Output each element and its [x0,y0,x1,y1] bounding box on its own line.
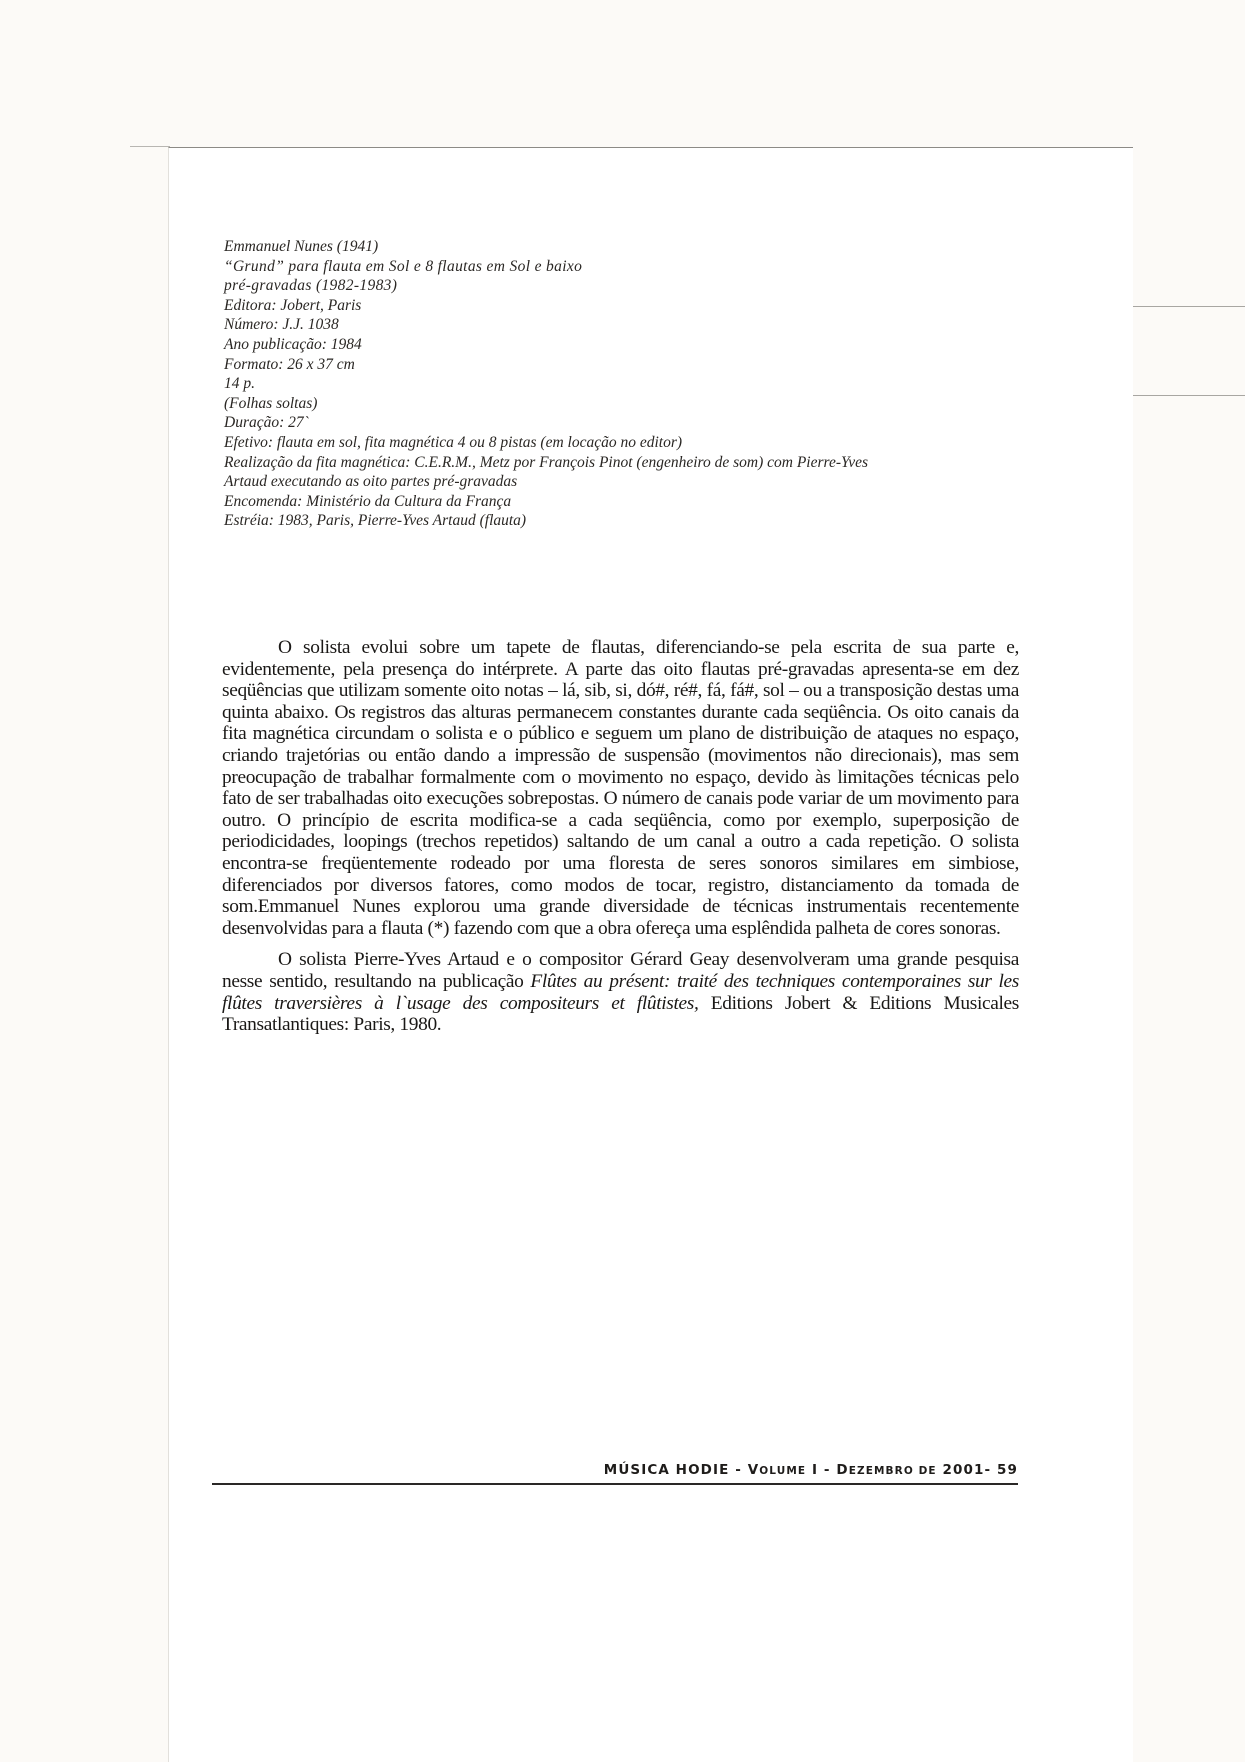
paragraph-reference [222,949,1019,1035]
footer-rule [212,1483,1018,1485]
footer-volume-initial: V [747,1462,760,1478]
footer-date-initial: D [836,1462,849,1478]
entry-tape-realization-cont: Artaud executando as oito partes pré-gravadas [224,473,518,491]
entry-title: “Grund” para flauta em Sol e 8 flautas em Sol e baixo [224,257,583,275]
scan-edge-rule [130,146,170,147]
entry-duration: Duração: 27` [224,414,309,432]
entry-publication-year: Ano publicação: 1984 [224,335,362,353]
reference-intro: O solista Pierre-Yves Artaud e o compositor Gérard Geay desenvolveram uma grande pesquisa nesse sentido, resultando na publicação [222,949,1019,992]
footer-separator: - [984,1462,997,1478]
page-number: 59 [997,1462,1018,1478]
entry-binding: (Folhas soltas) [224,394,318,412]
entry-composer: Emmanuel Nunes (1941) [224,238,379,255]
footer-volume-number: I [806,1462,819,1478]
entry-pages: 14 p. [224,375,255,393]
reference-book-title: Flûtes au présent: traité des techniques contemporaines sur les flûtes traversières à l`usage des compositeurs et flûtistes, [222,970,1020,1014]
catalogue-entry [224,237,1024,531]
footer-date-label: EZEMBRO DE [848,1465,937,1477]
entry-publisher: Editora: Jobert, Paris [224,296,362,314]
entry-premiere: Estréia: 1983, Paris, Pierre-Yves Artaud (flauta) [224,512,527,530]
entry-commission: Encomenda: Ministério da Cultura da França [224,492,512,510]
scan-edge-mark [1132,306,1245,307]
footer-journal: MÚSICA HODIE [603,1462,730,1478]
footer-separator: - [818,1462,837,1478]
body-text [222,637,1019,1036]
paragraph-analysis: O solista evolui sobre um tapete de flautas, diferenciando-se pela escrita de sua parte e, evidentemente, pela presença do intérprete. A parte das oito flautas pré-gravadas apresenta-se em dez seqüências que utilizam somente oito notas – lá, sib, si, dó#, ré#, fá, fá#, sol – ou a transposição destas uma quinta abaixo. Os registros das alturas permanecem constantes durante cada seqüência. Os oito canais da fita magnética circundam o solista e o público e seguem um plano de distribuição de ataques no espaço, criando trajetórias ou então dando a impressão de suspensão (movimentos não direcionais), mas sem preocupação de trabalhar formalmente com o movimento no espaço, devido às limitações técnicas pelo fato de ser trabalhadas oito execuções sobrepostas. O número de canais pode variar de um movimento para outro. O princípio de escrita modifica-se a cada seqüência, como por exemplo, superposição de periodicidades, loopings (trechos repetidos) saltando de um canal a outro a cada repetição. O solista encontra-se freqüentemente rodeado por uma floresta de seres sonoros similares em simbiose, diferenciados por diversos fatores, como modos de tocar, registro, distanciamento da tomada de som.Emmanuel Nunes explorou uma grande diversidade de técnicas instrumentais recentemente desenvolvidas para a flauta (*) fazendo com que a obra ofereça uma esplêndida palheta de cores sonoras. [222,637,1019,939]
entry-title-cont: pré-gravadas (1982-1983) [224,277,398,295]
entry-format: Formato: 26 x 37 cm [224,355,355,373]
entry-instrumentation: Efetivo: flauta em sol, fita magnética 4 ou 8 pistas (em locação no editor) [224,433,683,451]
entry-number: Número: J.J. 1038 [224,316,339,334]
footer-year: 2001 [936,1462,985,1478]
entry-tape-realization: Realização da fita magnética: C.E.R.M., Metz por François Pinot (engenheiro de som) com Pierre-Yves [224,453,868,471]
footer-volume-label: OLUME [759,1465,807,1477]
running-footer [212,1462,1018,1478]
scan-edge-mark [1132,395,1245,396]
reference-publisher: Editions Jobert & Editions Musicales Transatlantiques: Paris, 1980. [222,992,1019,1036]
footer-separator: - [729,1462,748,1478]
